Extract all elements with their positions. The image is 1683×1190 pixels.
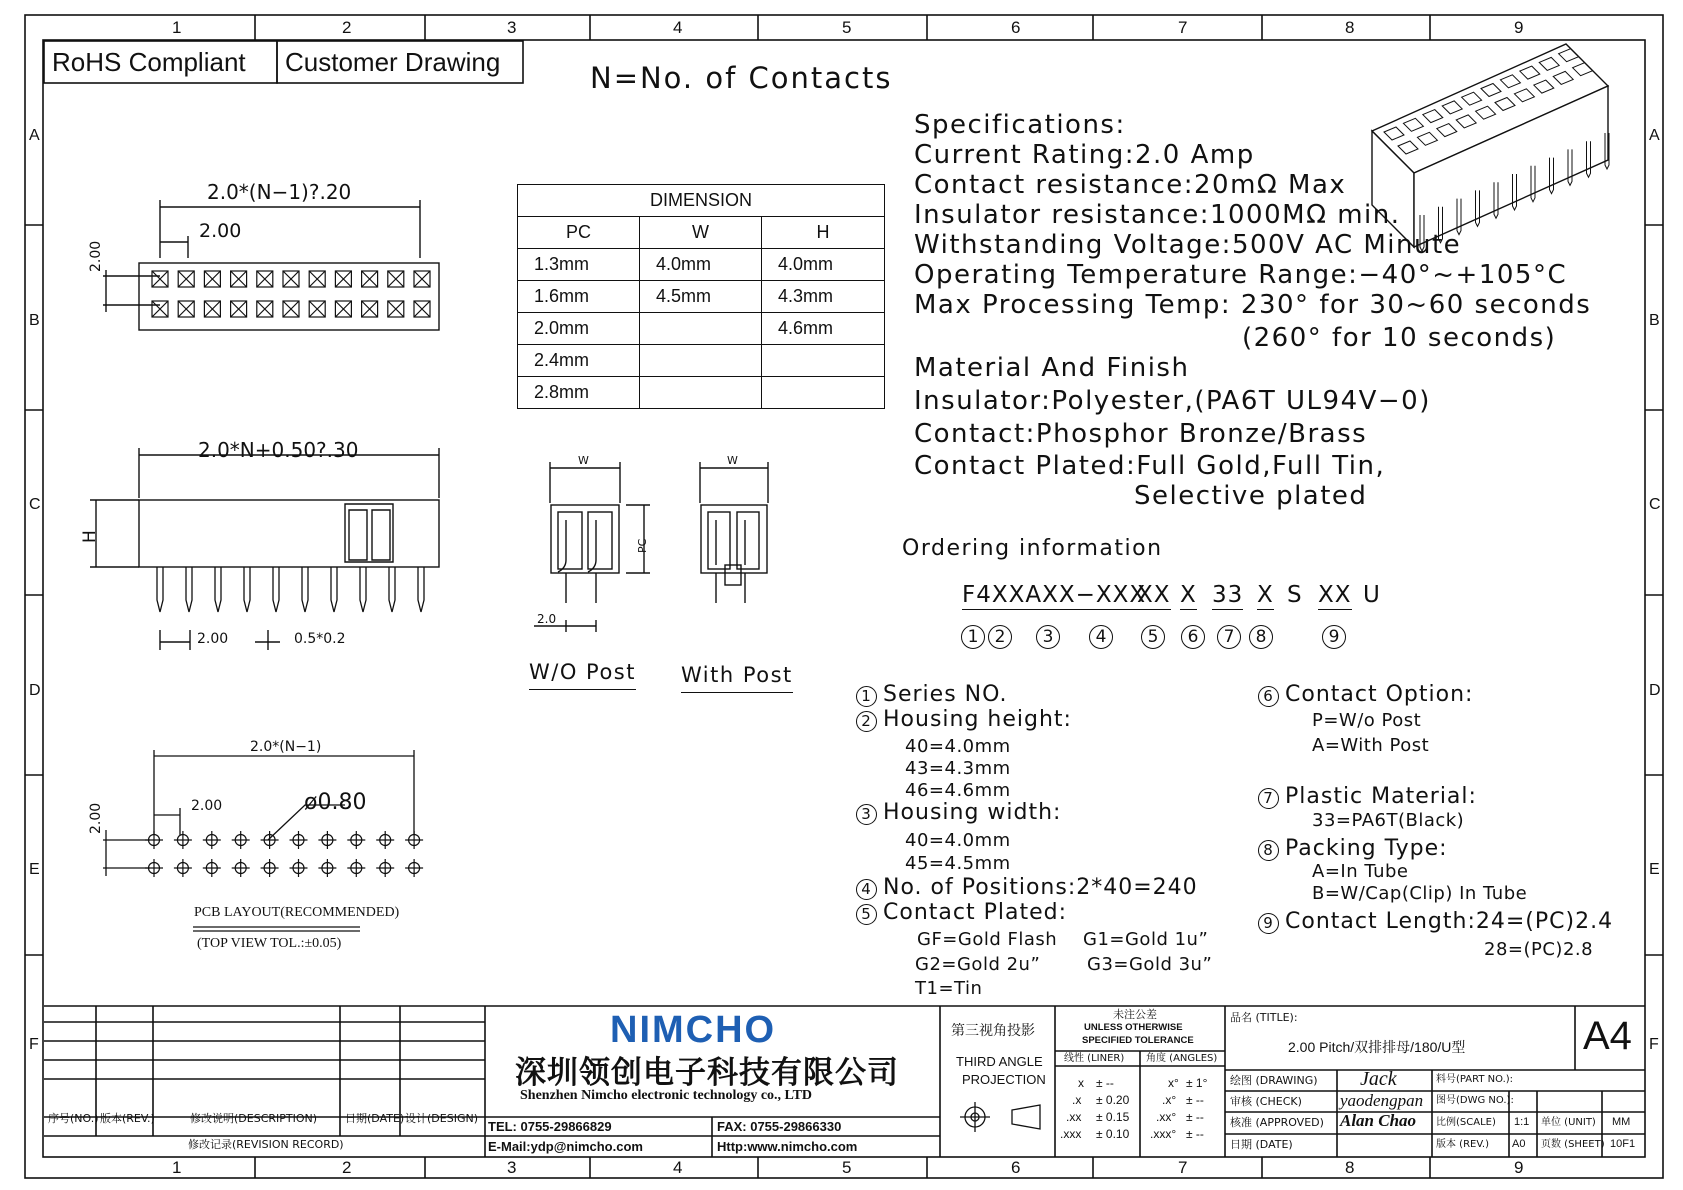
pcb-hole-cross: [145, 859, 163, 877]
section-view-wo-post: [534, 462, 650, 632]
dimension-cell: [762, 377, 885, 409]
spec-line: (260° for 10 seconds): [1242, 323, 1557, 353]
legend-number-circle: 2: [856, 711, 877, 732]
column-label-bottom: 9: [1514, 1158, 1524, 1177]
tolerance-value: ± --: [1186, 1127, 1204, 1141]
legend-number-circle: 1: [856, 686, 877, 707]
tolerance-value: ± --: [1186, 1110, 1204, 1124]
ordering-code-number: [1249, 625, 1273, 649]
contact-cell-cross: [178, 301, 194, 317]
top-view-overall-dim: 2.0*(N−1)?.20: [207, 180, 352, 204]
drawing-label: 绘图 (DRAWING): [1230, 1074, 1318, 1087]
legend-number-circle: 8: [1258, 840, 1279, 861]
pcb-pitch: 2.00: [191, 798, 223, 814]
legend-number-circle: 9: [1258, 913, 1279, 934]
tolerance-value: .xxx°: [1150, 1127, 1177, 1141]
tolerance-cn: 未注公差: [1113, 1008, 1157, 1021]
legend-text: 40=4.0mm: [905, 736, 1011, 757]
sheet-label: 页数 (SHEET): [1541, 1139, 1605, 1150]
contact-cell-cross: [309, 271, 325, 287]
customer-drawing-label: Customer Drawing: [285, 47, 501, 77]
code-number-circle: 4: [1089, 625, 1113, 649]
contact-cell-cross: [231, 271, 247, 287]
pcb-hole-cross: [318, 831, 336, 849]
tolerance-value: .xxx: [1060, 1127, 1082, 1141]
pcb-layout-caption: PCB LAYOUT(RECOMMENDED): [194, 905, 400, 920]
contact-cell-cross: [414, 271, 430, 287]
pcb-hole-cross: [203, 859, 221, 877]
pcb-tolerance: (TOP VIEW TOL.:±0.05): [197, 936, 342, 951]
column-label-top: 5: [842, 18, 852, 37]
part-no-label: 料号(PART NO.):: [1436, 1074, 1514, 1085]
pcb-hole-cross: [290, 831, 308, 849]
tolerance-value: x: [1078, 1076, 1084, 1090]
contact-cell-cross: [335, 271, 351, 287]
ordering-code-number: [1181, 625, 1205, 649]
legend-text: 40=4.0mm: [905, 830, 1011, 851]
plating-option: GF=Gold Flash: [917, 929, 1058, 950]
contact-cell-cross: [152, 271, 168, 287]
ordering-code-number: [988, 625, 1012, 649]
side-view-body: [139, 500, 439, 567]
dimension-row: [518, 313, 885, 345]
row-label-right: F: [1649, 1036, 1659, 1053]
tolerance-value: .xx: [1066, 1110, 1082, 1124]
contact-cell-cross: [204, 301, 220, 317]
code-number-circle: 2: [988, 625, 1012, 649]
contact-cell-cross: [362, 301, 378, 317]
legend-text: B=W/Cap(Clip) In Tube: [1312, 883, 1528, 904]
ordering-code-number: [1141, 625, 1165, 649]
rev-header-rev: 版本(REV.): [100, 1112, 155, 1125]
contact-pin: [157, 567, 163, 612]
pcb-overall-dim: 2.0*(N−1): [250, 739, 322, 755]
contact-cell-cross: [362, 271, 378, 287]
rev-header-design: 设计(DESIGN): [405, 1112, 478, 1125]
contact-cell-cross: [152, 301, 168, 317]
dimension-cell: 2.0mm: [518, 313, 640, 345]
column-label-top: 4: [673, 18, 683, 37]
dimension-table-title: DIMENSION: [518, 185, 885, 217]
contact-pin: [389, 567, 395, 612]
tolerance-value: ± 0.15: [1096, 1110, 1130, 1124]
column-label-bottom: 1: [172, 1158, 182, 1177]
ordering-code-part: S: [1287, 582, 1303, 608]
legend-text: 28=(PC)2.8: [1484, 939, 1594, 960]
scale-value: 1:1: [1514, 1116, 1530, 1128]
pcb-hole-cross: [174, 831, 192, 849]
contact-cell-cross: [283, 301, 299, 317]
legend-heading: [856, 877, 1198, 900]
section-pc-label: PC: [636, 538, 649, 553]
ordering-code-number: [1089, 625, 1113, 649]
legend-heading: [856, 802, 1061, 825]
spec-line: Contact resistance:20mΩ Max: [914, 170, 1347, 200]
ordering-code-number: [1217, 625, 1241, 649]
ordering-code-part: X: [1180, 582, 1197, 608]
pcb-hole-cross: [376, 859, 394, 877]
pcb-hole-cross: [174, 859, 192, 877]
legend-text: 33=PA6T(Black): [1312, 810, 1465, 831]
tolerance-value: .x: [1072, 1093, 1082, 1107]
date-label: 日期 (DATE): [1230, 1138, 1293, 1151]
row-label-right: D: [1649, 682, 1661, 699]
code-number-circle: 6: [1181, 625, 1205, 649]
sheet-value: 10F1: [1610, 1138, 1636, 1150]
row-label-right: A: [1649, 127, 1660, 144]
dimension-row: [518, 281, 885, 313]
plating-option: G3=Gold 3u”: [1087, 954, 1213, 975]
tolerance-value: ± --: [1096, 1076, 1114, 1090]
dimension-row: [518, 249, 885, 281]
legend-option: [905, 832, 1011, 850]
sheet-size: A4: [1583, 1014, 1632, 1058]
material-line: Insulator:Polyester,(PA6T UL94V−0): [914, 386, 1431, 416]
column-label-bottom: 3: [507, 1158, 517, 1177]
contact-cell-cross: [257, 301, 273, 317]
tolerance-en-1: UNLESS OTHERWISE: [1084, 1022, 1183, 1033]
ordering-code-part: X: [1257, 582, 1274, 608]
column-label-top: 2: [342, 18, 352, 37]
tolerance-value: ± 0.20: [1096, 1093, 1130, 1107]
contacts-note: N=No. of Contacts: [590, 61, 893, 95]
legend-heading: [856, 684, 1008, 707]
company-website: Http:www.nimcho.com: [717, 1139, 858, 1154]
spec-line: Withstanding Voltage:500V AC Minute: [914, 230, 1462, 260]
pcb-hole-cross: [203, 831, 221, 849]
legend-text: Housing width:: [883, 800, 1062, 825]
legend-text: Housing height:: [883, 707, 1072, 732]
legend-text: Packing Type:: [1285, 836, 1448, 861]
legend-text: 43=4.3mm: [905, 758, 1011, 779]
pcb-hole-cross: [405, 831, 423, 849]
drawing-signature: Jack: [1360, 1068, 1397, 1090]
column-label-top: 6: [1011, 18, 1021, 37]
legend-heading: [1258, 684, 1473, 707]
side-view-height-label: H: [80, 530, 100, 543]
dimension-table: [517, 184, 885, 409]
company-tel: TEL: 0755-29866829: [488, 1119, 612, 1134]
legend-number-circle: 7: [1258, 788, 1279, 809]
legend-text: Contact Option:: [1285, 682, 1474, 707]
dimension-row: [518, 377, 885, 409]
pcb-hole-dim: ø0.80: [304, 790, 367, 815]
legend-heading: [1258, 786, 1477, 809]
contact-cell-cross: [178, 271, 194, 287]
contact-cell-cross: [388, 301, 404, 317]
material-line: Selective plated: [1134, 481, 1368, 511]
section-pitch-label: 2.0: [537, 612, 557, 626]
legend-option: [1312, 812, 1464, 830]
rev-header-no: 序号(NO.): [48, 1112, 99, 1125]
row-label-left: C: [29, 496, 41, 513]
pcb-row-pitch: 2.00: [88, 802, 104, 834]
contact-pin: [244, 567, 250, 612]
ordering-code-part: XX: [1137, 582, 1171, 608]
row-label-right: C: [1649, 496, 1661, 513]
tolerance-value: .x°: [1162, 1093, 1177, 1107]
legend-option: [905, 782, 1011, 800]
legend-heading: [856, 902, 1067, 925]
dimension-header-pc: PC: [518, 217, 640, 249]
legend-option: [1312, 885, 1527, 903]
dimension-cell: [640, 377, 762, 409]
column-label-bottom: 8: [1345, 1158, 1355, 1177]
column-label-bottom: 6: [1011, 1158, 1021, 1177]
unit-label: 单位 (UNIT): [1541, 1117, 1596, 1128]
ordering-code-number: [1322, 625, 1346, 649]
check-label: 审核 (CHECK): [1230, 1095, 1302, 1108]
rev-header-desc: 修改说明(DESCRIPTION): [190, 1112, 318, 1125]
section-view-with-post: [700, 462, 768, 603]
spec-line: Max Processing Temp: 230° for 30~60 seconds: [914, 290, 1592, 320]
contact-pin: [360, 567, 366, 612]
dimension-row: [518, 345, 885, 377]
pcb-hole-cross: [261, 859, 279, 877]
legend-option: [1312, 712, 1421, 730]
company-name-en: Shenzhen Nimcho electronic technology co., LTD: [520, 1088, 813, 1103]
rev-header-date: 日期(DATE): [345, 1112, 405, 1125]
code-number-circle: 1: [961, 625, 985, 649]
dimension-cell: 2.8mm: [518, 377, 640, 409]
side-view-cutaway: [345, 504, 393, 562]
row-label-left: E: [29, 861, 40, 878]
legend-heading: [1258, 911, 1613, 934]
ordering-code-part: 33: [1212, 582, 1244, 608]
pcb-hole-cross: [347, 859, 365, 877]
material-line: Material And Finish: [914, 353, 1190, 383]
row-label-left: D: [29, 682, 41, 699]
pcb-hole-cross: [405, 859, 423, 877]
contact-cell-cross: [335, 301, 351, 317]
pcb-hole-cross: [261, 831, 279, 849]
code-number-circle: 9: [1322, 625, 1346, 649]
legend-option: [1312, 737, 1429, 755]
pcb-hole-cross: [232, 859, 250, 877]
column-label-top: 9: [1514, 18, 1524, 37]
rev-label: 版本 (REV.): [1436, 1139, 1489, 1150]
dimension-cell: 1.3mm: [518, 249, 640, 281]
side-view-pin-size: 0.5*0.2: [294, 631, 346, 647]
legend-text: No. of Positions:2*40=240: [883, 875, 1198, 900]
legend-text: A=With Post: [1312, 735, 1430, 756]
connector-3d-view: [1372, 44, 1608, 247]
row-label-right: E: [1649, 861, 1660, 878]
legend-option: [905, 855, 1011, 873]
pcb-hole-cross: [318, 859, 336, 877]
legend-number-circle: 6: [1258, 686, 1279, 707]
projection-cn: 第三视角投影: [951, 1023, 1035, 1039]
company-email: E-Mail:ydp@nimcho.com: [488, 1139, 643, 1154]
row-label-left: F: [29, 1036, 39, 1053]
company-logo: NIMCHO: [610, 1009, 777, 1051]
plating-option: G2=Gold 2u”: [915, 954, 1041, 975]
row-label-left: B: [29, 312, 40, 329]
wo-post-caption: W/O Post: [529, 662, 636, 690]
dimension-cell: 4.0mm: [640, 249, 762, 281]
row-label-left: A: [29, 127, 40, 144]
legend-text: 45=4.5mm: [905, 853, 1011, 874]
scale-label: 比例(SCALE): [1436, 1117, 1496, 1128]
legend-option: [905, 760, 1011, 778]
legend-option: [905, 738, 1011, 756]
ordering-code-part: U: [1363, 582, 1381, 608]
unit-value: MM: [1612, 1116, 1631, 1128]
row-label-right: B: [1649, 312, 1660, 329]
dimension-cell: 2.4mm: [518, 345, 640, 377]
top-view-outline: [139, 263, 439, 330]
contact-cell-cross: [388, 271, 404, 287]
code-number-circle: 8: [1249, 625, 1273, 649]
contact-cell-cross: [257, 271, 273, 287]
projection-symbol: [960, 1102, 1040, 1132]
spec-line: Current Rating:2.0 Amp: [914, 140, 1255, 170]
ordering-title: Ordering information: [902, 536, 1163, 561]
top-view-row-pitch: 2.00: [88, 240, 104, 272]
legend-text: Plastic Material:: [1285, 784, 1477, 809]
legend-heading: [1258, 838, 1448, 861]
projection-en-1: THIRD ANGLE: [956, 1054, 1043, 1069]
contact-cell-cross: [309, 301, 325, 317]
rohs-label: RoHS Compliant: [52, 47, 246, 77]
contact-cell-cross: [283, 271, 299, 287]
legend-text: Contact Plated:: [883, 900, 1067, 925]
top-view-pitch: 2.00: [199, 220, 242, 242]
contact-cell-cross: [414, 301, 430, 317]
linear-label: 线性 (LINER): [1064, 1053, 1125, 1064]
section-w-label-2: W: [727, 454, 738, 467]
contact-pin: [418, 567, 424, 612]
dimension-cell: 1.6mm: [518, 281, 640, 313]
pcb-hole-cross: [290, 859, 308, 877]
dwg-no-label: 图号(DWG NO.):: [1436, 1095, 1514, 1106]
legend-text: Contact Length:24=(PC)2.4: [1285, 909, 1614, 934]
contact-cell-cross: [204, 271, 220, 287]
contact-pin: [273, 567, 279, 612]
spec-line: Operating Temperature Range:−40°~+105°C: [914, 260, 1568, 290]
dimension-cell: 4.3mm: [762, 281, 885, 313]
contact-pin: [331, 567, 337, 612]
legend-number-circle: 5: [856, 904, 877, 925]
spec-line: Insulator resistance:1000MΩ min.: [914, 200, 1401, 230]
ordering-code-part: F4XXAXX−XXX: [962, 582, 1147, 608]
rev-value: A0: [1512, 1138, 1526, 1150]
legend-number-circle: 3: [856, 804, 877, 825]
legend-text: A=In Tube: [1312, 861, 1409, 882]
dimension-cell: 4.0mm: [762, 249, 885, 281]
ordering-code-number: [1036, 625, 1060, 649]
contact-pin: [302, 567, 308, 612]
dimension-cell: [640, 313, 762, 345]
ordering-code-part: XX: [1318, 582, 1352, 608]
column-label-top: 1: [172, 18, 182, 37]
angles-label: 角度 (ANGLES): [1146, 1053, 1218, 1064]
dimension-header-w: W: [640, 217, 762, 249]
legend-text: 46=4.6mm: [905, 780, 1011, 801]
material-line: Contact:Phosphor Bronze/Brass: [914, 419, 1368, 449]
side-view-overall-dim: 2.0*N+0.50?.30: [198, 438, 359, 462]
contact-pin: [215, 567, 221, 612]
pcb-hole-cross: [232, 831, 250, 849]
pcb-hole-cross: [347, 831, 365, 849]
with-post-caption: With Post: [681, 665, 793, 693]
tolerance-value: ± --: [1186, 1093, 1204, 1107]
legend-text: Series NO.: [883, 682, 1008, 707]
tolerance-en-2: SPECIFIED TOLERANCE: [1082, 1035, 1194, 1046]
approved-signature: Alan Chao: [1340, 1111, 1417, 1130]
column-label-top: 3: [507, 18, 517, 37]
column-label-top: 7: [1178, 18, 1188, 37]
legend-number-circle: 4: [856, 879, 877, 900]
code-number-circle: 5: [1141, 625, 1165, 649]
check-signature: yaodengpan: [1340, 1091, 1424, 1110]
plating-option: G1=Gold 1u”: [1083, 929, 1209, 950]
dimension-cell: 4.6mm: [762, 313, 885, 345]
ordering-code-number: [961, 625, 985, 649]
legend-option: [1312, 863, 1409, 881]
plating-option: T1=Tin: [915, 978, 983, 999]
dimension-cell: [640, 345, 762, 377]
tolerance-value: x°: [1168, 1076, 1179, 1090]
title-value: 2.00 Pitch/双排排母/180/U型: [1288, 1039, 1466, 1055]
projection-en-2: PROJECTION: [962, 1072, 1046, 1087]
legend-heading: [856, 709, 1072, 732]
side-view-pitch: 2.00: [197, 631, 229, 647]
tolerance-value: ± 0.10: [1096, 1127, 1130, 1141]
material-line: Contact Plated:Full Gold,Full Tin,: [914, 451, 1386, 481]
pcb-hole-cross: [376, 831, 394, 849]
code-number-circle: 7: [1217, 625, 1241, 649]
column-label-bottom: 4: [673, 1158, 683, 1177]
tolerance-value: .xx°: [1156, 1110, 1177, 1124]
contact-pin: [186, 567, 192, 612]
column-label-bottom: 7: [1178, 1158, 1188, 1177]
code-number-circle: 3: [1036, 625, 1060, 649]
tolerance-value: ± 1°: [1186, 1076, 1208, 1090]
column-label-top: 8: [1345, 18, 1355, 37]
company-name-cn: 深圳领创电子科技有限公司: [515, 1055, 899, 1091]
dimension-cell: [762, 345, 885, 377]
legend-text: P=W/o Post: [1312, 710, 1422, 731]
spec-line: Specifications:: [914, 110, 1126, 140]
pcb-hole-cross: [145, 831, 163, 849]
company-fax: FAX: 0755-29866330: [717, 1119, 842, 1134]
legend-option: [1484, 941, 1593, 959]
revision-record-label: 修改记录(REVISION RECORD): [188, 1138, 344, 1151]
approved-label: 核准 (APPROVED): [1230, 1116, 1324, 1129]
dimension-header-h: H: [762, 217, 885, 249]
contact-cell-cross: [231, 301, 247, 317]
column-label-bottom: 5: [842, 1158, 852, 1177]
column-label-bottom: 2: [342, 1158, 352, 1177]
title-label: 品名 (TITLE):: [1230, 1011, 1298, 1024]
section-w-label-1: W: [578, 454, 589, 467]
dimension-cell: 4.5mm: [640, 281, 762, 313]
